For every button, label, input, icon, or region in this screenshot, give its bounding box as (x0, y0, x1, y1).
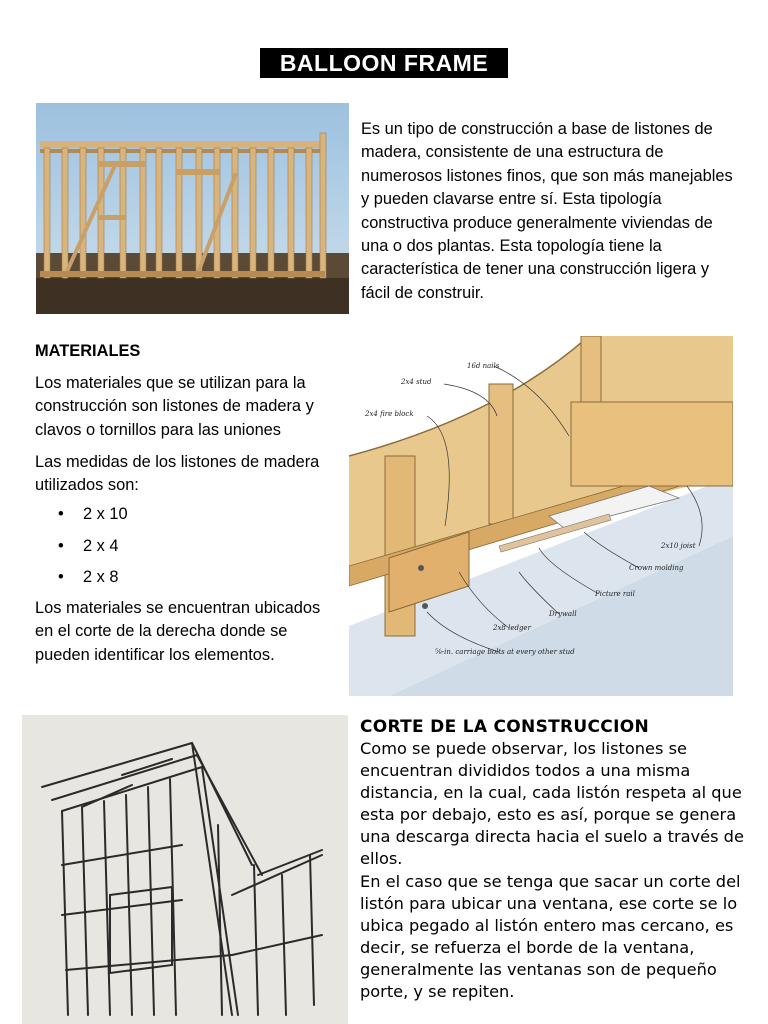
label-ledger: 2x8 ledger (493, 624, 531, 632)
measurements-paragraph: Las medidas de los listones de madera utilizados son: (35, 453, 320, 495)
label-picture-rail: Picture rail (595, 590, 635, 598)
label-crown-molding: Crown molding (629, 564, 684, 572)
location-paragraph: Los materiales se encuentran ubicados en el corte de la derecha donde se pueden identificar los elementos. (35, 599, 321, 664)
section-diagram (349, 336, 733, 696)
section-heading: CORTE DE LA CONSTRUCCION (360, 717, 649, 737)
intro-paragraph: Es un tipo de construcción a base de listones de madera, consistente de una estructura de numerosos listones finos, que son más manejables y pueden clavarse entre sí. Esta tipología constructiva produce generalmente viviendas de una o dos plantas. Esta topología tiene la característica de tener una construcción ligera y fácil de construir. (361, 120, 733, 302)
materials-heading: MATERIALES (35, 342, 141, 360)
label-nails: 16d nails (467, 362, 500, 370)
list-item: • 2 x 8 (58, 566, 128, 598)
label-bolts: ⅝-in. carriage bolts at every other stud (435, 648, 575, 656)
materials-paragraph: Los materiales que se utilizan para la construcción son listones de madera y clavos o tornillos para las uniones (35, 374, 314, 439)
label-joist: 2x10 joist (661, 542, 696, 550)
page-title: BALLOON FRAME (260, 48, 508, 78)
list-item: • 2 x 4 (58, 535, 128, 567)
label-stud: 2x4 stud (401, 378, 432, 386)
list-item: • 2 x 10 (58, 503, 128, 535)
label-fire-block: 2x4 fire block (365, 410, 414, 418)
bullet-icon: • (58, 568, 64, 586)
section-paragraph: Como se puede observar, los listones se encuentran divididos todos a una misma distancia, en la cual, cada listón respeta al que esta por debajo, esto es así, porque se genera una descarga directa hacia el suelo a través de ellos. En el caso que se tenga que sacar un corte del listón para ubicar una ventana, ese corte se lo ubica pegado al listón entero mas cercano, es decir, se refuerza el borde de la ventana, generalmente las ventanas son de pequeño porte, y se repiten. (360, 739, 744, 1002)
framing-photo (36, 103, 349, 314)
frame-sketch (22, 715, 348, 1024)
label-drywall: Drywall (549, 610, 577, 618)
bullet-icon: • (58, 536, 64, 555)
bullet-icon: • (58, 505, 64, 523)
sizes-list (58, 503, 128, 598)
